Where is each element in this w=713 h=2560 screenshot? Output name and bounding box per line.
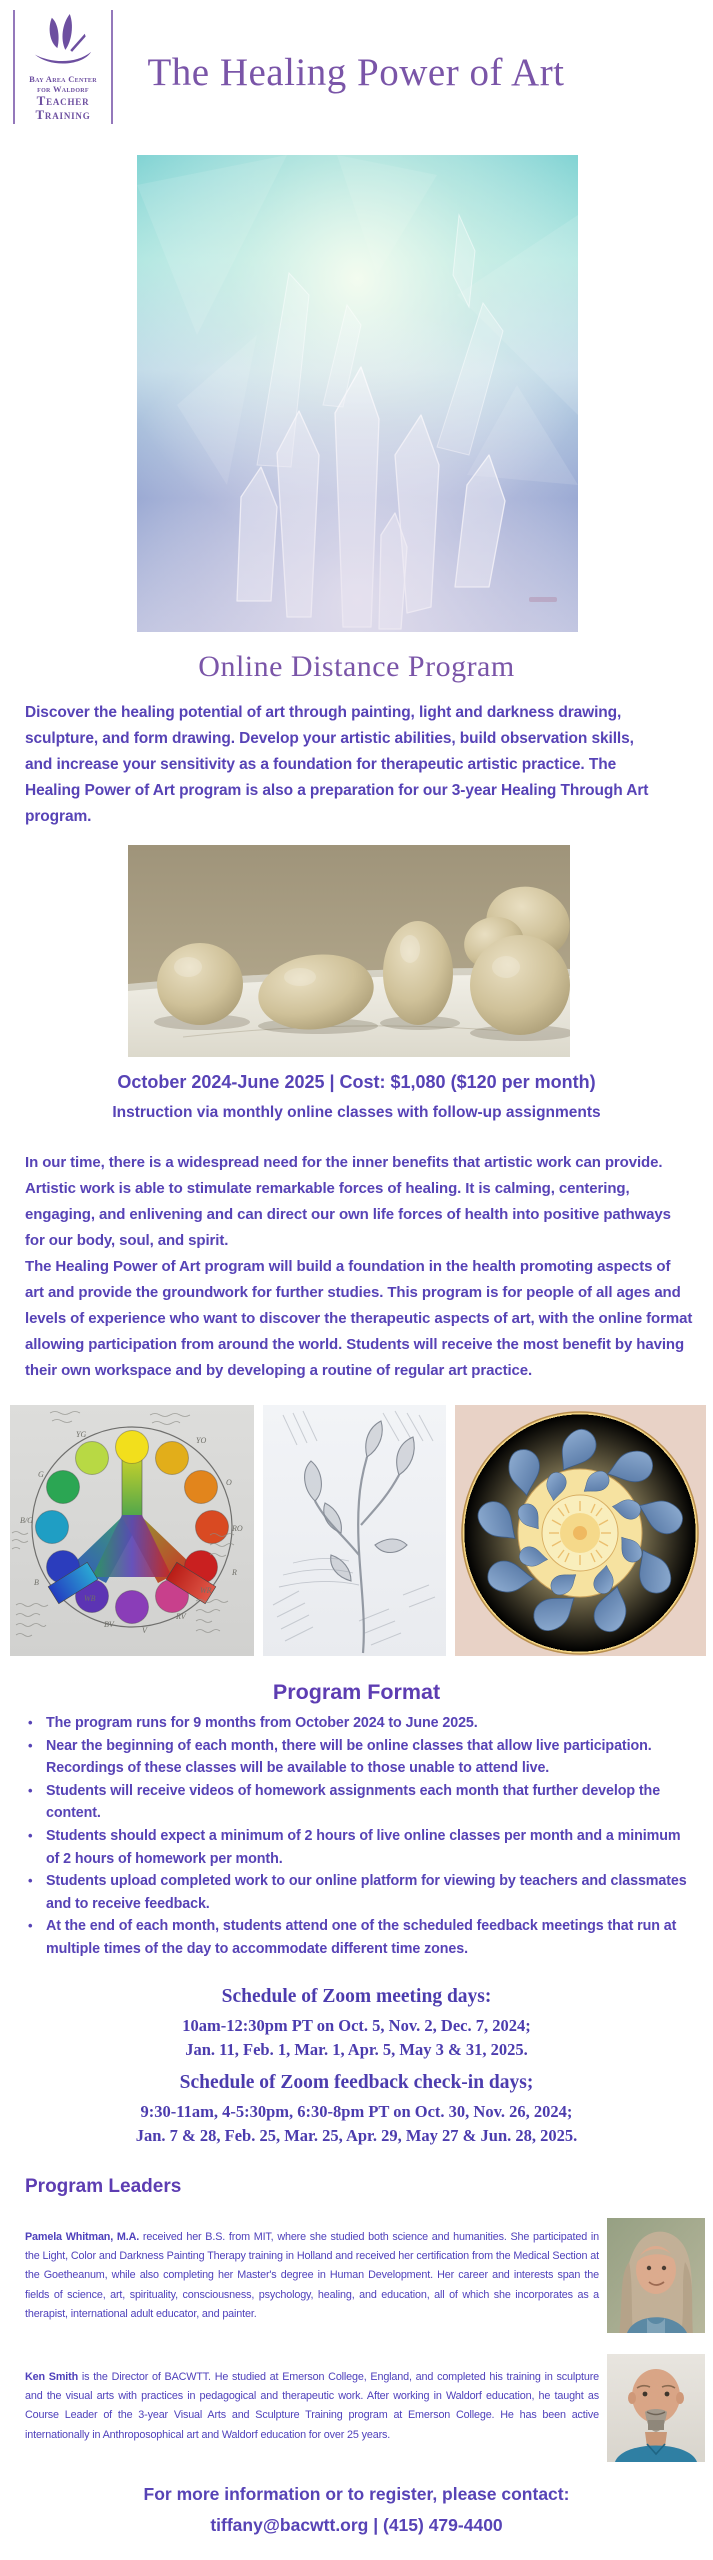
program-description <box>25 1150 693 1384</box>
description-paragraph-1: In our time, there is a widespread need for the inner benefits that artistic work can provide. Artistic work is able to stimulate remarkable forces of healing. It is calming, centering, engaging, and enlivening and can direct our own life forces of health into positive pathways for our body, soul, and spirit. <box>25 1154 671 1249</box>
format-bullet: • Students upload completed work to our online platform for viewing by teachers and classmates and to receive feedback. <box>46 1870 694 1915</box>
svg-text:O: O <box>226 1478 232 1487</box>
dates-cost-line: October 2024-June 2025 | Cost: $1,080 ($120 per month) <box>117 1072 596 1092</box>
pamela-whitman-photo <box>607 2218 705 2333</box>
leader-name: Pamela Whitman, M.A. <box>25 2231 140 2243</box>
instruction-line: Instruction via monthly online classes with follow-up assignments <box>112 1104 601 1121</box>
page-title: The Healing Power of Art <box>147 51 565 94</box>
leader-bio-text: is the Director of BACWTT. He studied at Emerson College, England, and completed his training in sculpture and the visual arts with practices in pedagogical and therapeutic work. After working in Waldorf education, he taught as Course Leader of the 3-year Visual Arts and Sculpture Training program at Emerson College. He has been active internationally in Anthroposophical art and Waldorf education for over 25 years. <box>25 2371 599 2441</box>
schedule-line: Jan. 11, Feb. 1, Mar. 1, Apr. 5, May 3 & 31, 2025. <box>185 2039 528 2059</box>
svg-text:V: V <box>142 1626 147 1635</box>
zoom-meeting-schedule <box>0 1986 713 2061</box>
contact-prompt: For more information or to register, please contact: <box>143 2484 570 2504</box>
schedule-line: Jan. 7 & 28, Feb. 25, Mar. 25, Apr. 29, May 27 & Jun. 28, 2025. <box>135 2125 578 2145</box>
leader-bio-ken <box>25 2368 599 2445</box>
schedule-heading: Schedule of Zoom meeting days: <box>221 1986 492 2007</box>
program-format-heading: Program Format <box>272 1680 441 1704</box>
svg-text:B: B <box>34 1578 39 1587</box>
svg-text:R: R <box>232 1568 237 1577</box>
mandala-drawing-image <box>455 1405 706 1656</box>
crystal-painting-image <box>137 155 578 632</box>
org-name-line4: Training <box>35 107 91 122</box>
format-bullet: • Students should expect a minimum of 2 hours of live online classes per month and a minimum of 2 hours of homework per month. <box>46 1825 694 1870</box>
svg-text:YG: YG <box>76 1430 87 1439</box>
zoom-feedback-schedule <box>0 2072 713 2147</box>
intro-paragraph: Discover the healing potential of art through painting, light and darkness drawing, sculpture, and form drawing. Develop your artistic abilities, build observation skills, and increase your sensitivity as a foundation for therapeutic artistic practice. The Healing Power of Art program is also a preparation for our 3-year Healing Through Art program. <box>25 704 649 825</box>
plant-pencil-sketch-image <box>263 1405 446 1656</box>
format-bullet: • Students will receive videos of homework assignments each month that further develop the content. <box>46 1780 694 1825</box>
schedule-heading: Schedule of Zoom feedback check-in days; <box>179 2072 534 2093</box>
leader-bio-pamela <box>25 2228 599 2324</box>
program-format-list <box>46 1712 694 1961</box>
leader-bio-text: received her B.S. from MIT, where she studied both science and humanities. She participated in the Light, Color and Darkness Painting Therapy training in Holland and received her certification from the Medical Section at the Goetheanum, while also completing her Master's degree in Human Development. Her career and interests span the fields of science, art, spirituality, consciousness, psychology, healing, and education, all of which she incorporates as a therapist, international adult educator, and painter. <box>25 2231 599 2320</box>
org-name-line2: for Waldorf <box>37 83 89 94</box>
contact-email-phone: tiffany@bacwtt.org | (415) 479-4400 <box>210 2515 503 2535</box>
artist-signature-mark <box>529 597 557 602</box>
schedule-line: 9:30-11am, 4-5:30pm, 6:30-8pm PT on Oct. 30, Nov. 26, 2024; <box>140 2102 573 2121</box>
format-bullet: • The program runs for 9 months from October 2024 to June 2025. <box>46 1712 694 1735</box>
svg-text:YO: YO <box>196 1436 207 1445</box>
program-subtitle: Online Distance Program <box>198 650 515 683</box>
logo-bird-icon <box>27 12 99 70</box>
color-wheel-study-image <box>10 1405 254 1656</box>
description-paragraph-2: The Healing Power of Art program will build a foundation in the health promoting aspects of art and provide the groundwork for further studies. This program is for people of all ages and levels of experience who want to discover the therapeutic aspects of art, with the online format allowing participation from around the world. Students will receive the most benefit by having their own workspace and by developing a routine of regular art practice. <box>25 1258 693 1379</box>
bacwtt-logo <box>13 10 113 124</box>
svg-text:RV: RV <box>176 1612 186 1621</box>
svg-text:WR: WR <box>200 1586 212 1595</box>
leader-name: Ken Smith <box>25 2371 79 2383</box>
svg-text:RO: RO <box>232 1524 243 1533</box>
ken-smith-photo <box>607 2354 705 2462</box>
org-name-line1: Bay Area Center <box>29 74 97 84</box>
svg-text:B/G: B/G <box>20 1516 33 1525</box>
program-leaders-heading: Program Leaders <box>25 2176 182 2197</box>
svg-text:G: G <box>38 1470 44 1479</box>
schedule-line: 10am-12:30pm PT on Oct. 5, Nov. 2, Dec. 7, 2024; <box>182 2016 531 2035</box>
org-name-line3: Teacher <box>36 93 90 108</box>
format-bullet: • At the end of each month, students attend one of the scheduled feedback meetings that run at multiple times of the day to accommodate different time zones. <box>46 1915 694 1960</box>
svg-text:WB: WB <box>84 1594 96 1603</box>
format-bullet: • Near the beginning of each month, there will be online classes that allow live participation. Recordings of these classes will be available to those unable to attend live. <box>46 1735 694 1780</box>
svg-text:BV: BV <box>104 1620 114 1629</box>
clay-sculpture-photo <box>128 845 570 1057</box>
